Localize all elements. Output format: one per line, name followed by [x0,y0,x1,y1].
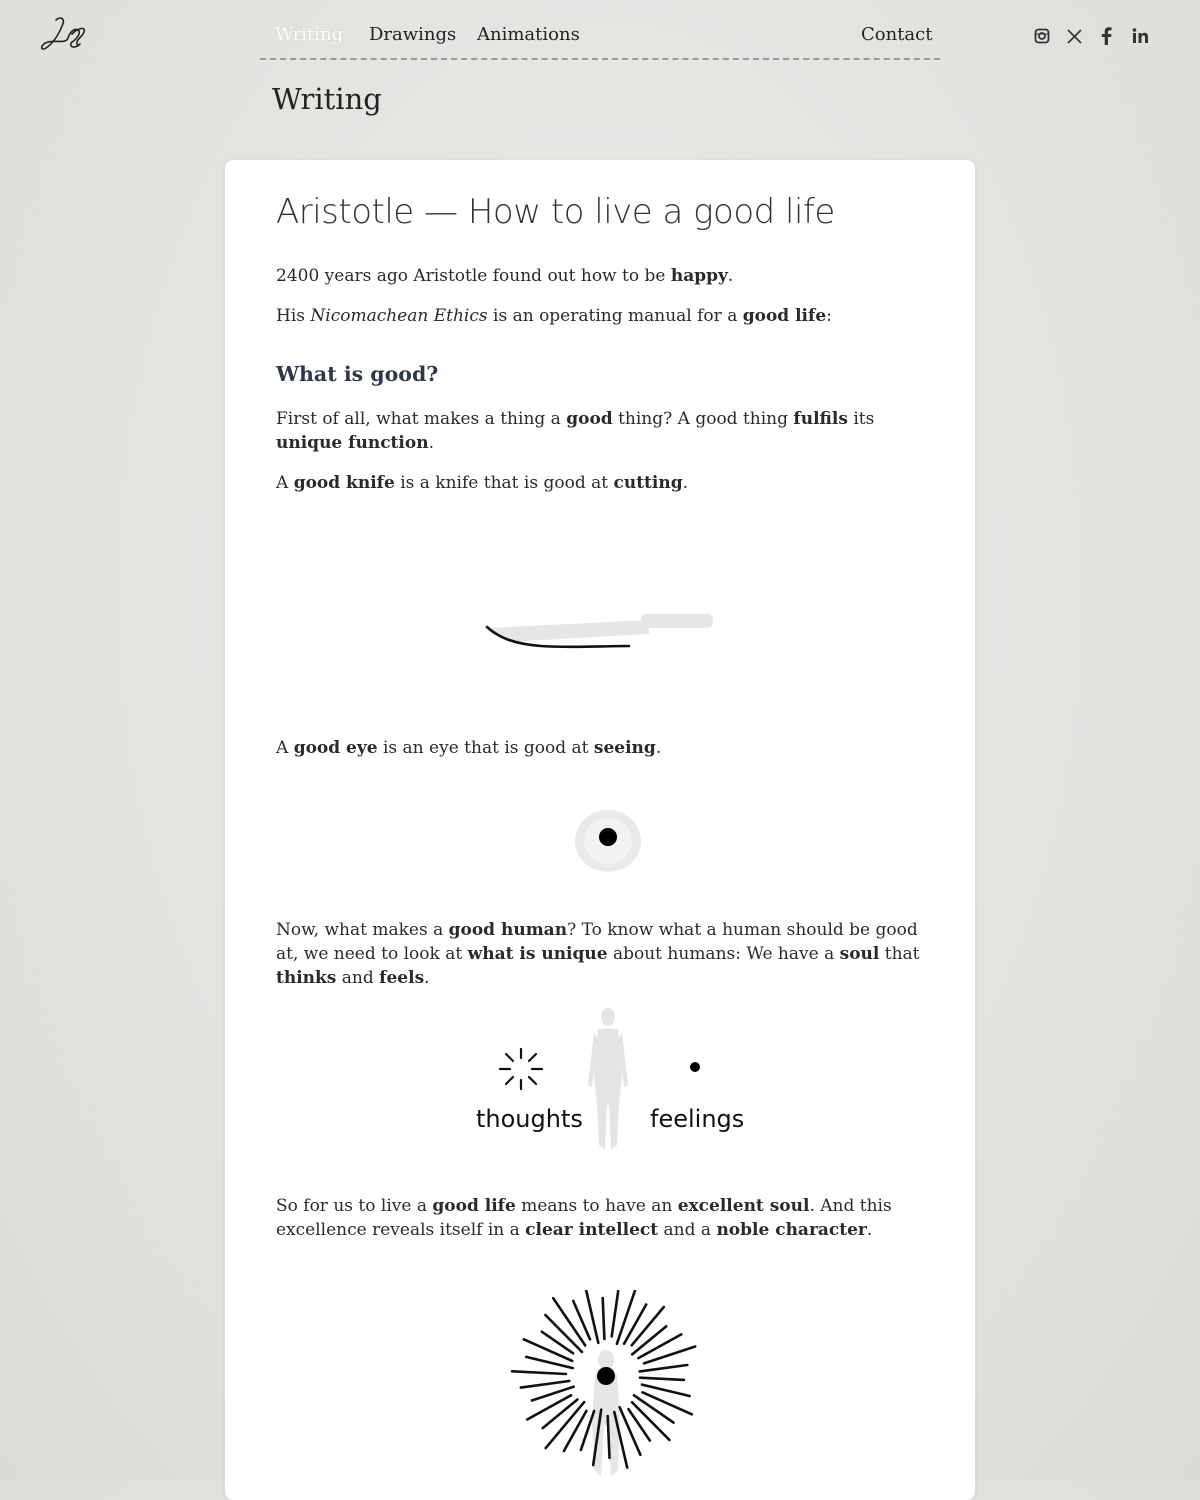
good-eye-paragraph: A good eye is an eye that is good at seeing. [276,738,662,758]
radiant-soul-drawing [506,1290,706,1480]
ethics-paragraph: His Nicomachean Ethics is an operating manual for a good life: [276,306,832,326]
excellent-soul-paragraph: So for us to live a good life means to have an excellent soul. And this excellence reveals itself in a clear intellect and a noble character. [276,1196,892,1240]
nav-writing[interactable]: Writing [275,24,344,45]
soul-ray [612,1291,619,1337]
nav-drawings[interactable]: Drawings [369,24,457,45]
signature-logo[interactable] [38,14,90,58]
intro-paragraph: 2400 years ago Aristotle found out how to be happy. [276,266,734,286]
thoughts-feelings-drawing [466,1005,756,1155]
linkedin-icon[interactable] [1129,24,1151,48]
article-card [225,160,975,1500]
nav-animations[interactable]: Animations [477,24,580,45]
heading-what-is-good: What is good? [276,362,439,386]
nav-contact[interactable]: Contact [861,24,933,45]
section-title: Writing [272,82,382,116]
soul-ray [617,1290,636,1344]
feelings-label: feelings [650,1105,745,1133]
instagram-icon[interactable] [1031,24,1053,48]
main-nav [260,20,940,60]
thoughts-label: thoughts [476,1105,583,1133]
soul-ray [521,1381,570,1388]
article-title: Aristotle — How to live a good life [276,192,835,232]
soul-ray [632,1307,664,1345]
facebook-icon[interactable] [1095,24,1117,48]
soul-ray [640,1378,684,1380]
soul-ray [543,1400,578,1429]
good-human-paragraph: Now, what makes a good human? To know what a human should be good at, we need to look at what is unique about humans: We have a soul that thinks and feels. [276,920,920,988]
soul-ray [608,1416,610,1458]
knife-drawing [481,608,721,658]
eye-drawing [573,808,643,874]
good-knife-paragraph: A good knife is a knife that is good at cutting. [276,473,689,493]
soul-ray [644,1347,695,1364]
social-links [1030,24,1160,48]
soul-ray [512,1371,566,1374]
soul-ray [640,1365,688,1371]
x-icon[interactable] [1063,24,1085,48]
soul-ray [603,1298,605,1339]
good-thing-paragraph: First of all, what makes a thing a good thing? A good thing fulfils its unique function. [276,409,875,453]
